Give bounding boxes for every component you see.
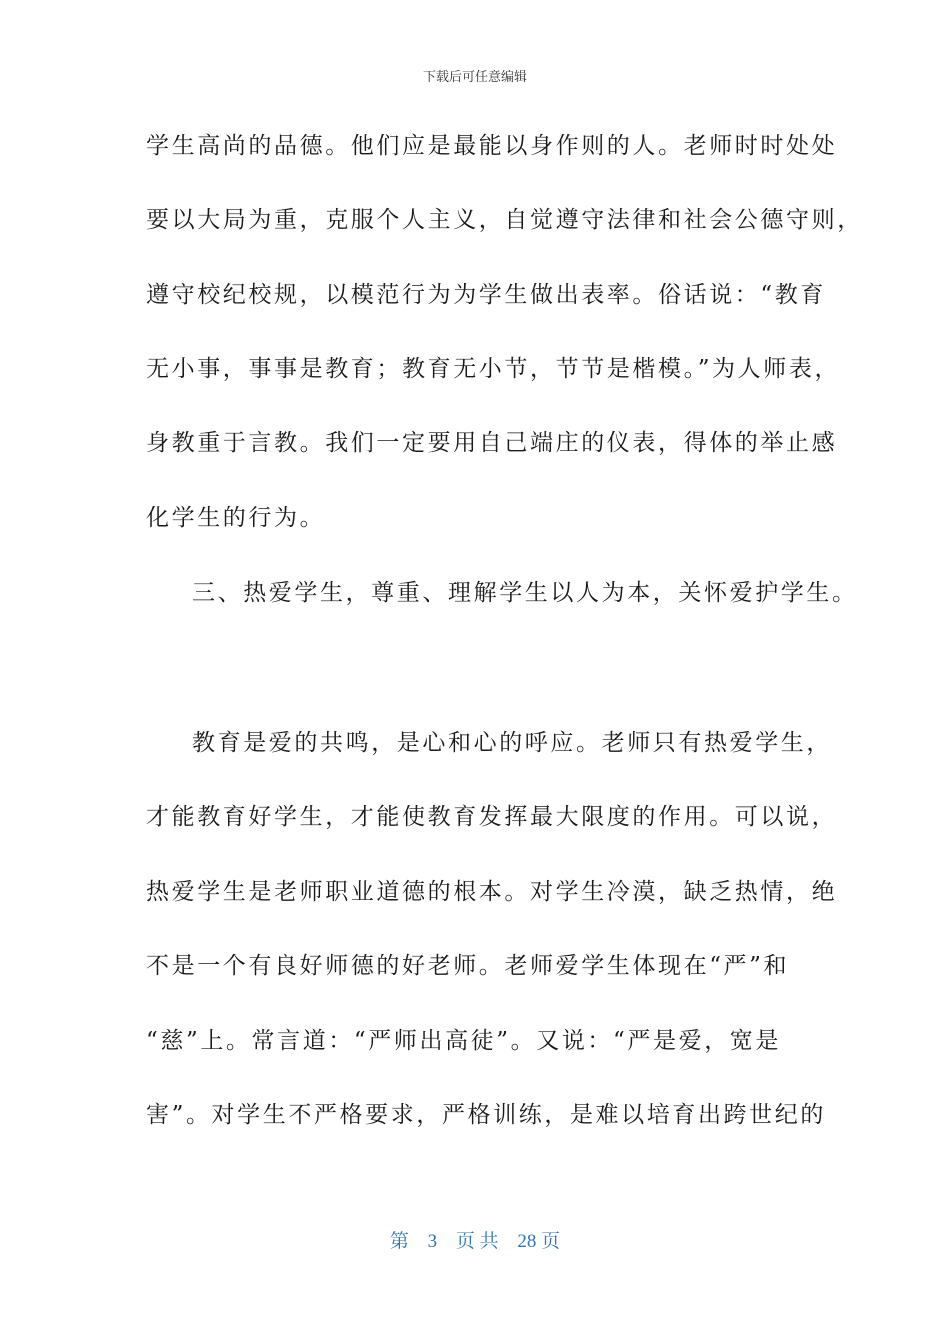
section-heading: 三、热爱学生，尊重、理解学生以人为本，关怀爱护学生。	[192, 580, 858, 606]
footer-suffix: 页	[541, 1231, 561, 1252]
body-line: 不是一个有良好师德的好老师。老师爱学生体现在“严”和	[146, 953, 790, 979]
body-line: 害”。对学生不严格要求，严格训练，是难以培育出跨世纪的	[146, 1102, 826, 1128]
body-line: 身教重于言教。我们一定要用自己端庄的仪表，得体的举止感	[146, 430, 838, 456]
body-line: 学生高尚的品德。他们应是最能以身作则的人。老师时时处处	[146, 133, 838, 159]
page-footer	[0, 1226, 950, 1253]
footer-middle: 页 共	[455, 1231, 499, 1252]
footer-prefix: 第	[389, 1231, 409, 1252]
body-line: 无小事，事事是教育；教育无小节，节节是楷模。”为人师表，	[146, 356, 841, 382]
body-line: 遵守校纪校规，以模范行为为学生做出表率。俗话说：“教育	[146, 282, 826, 308]
body-line: 教育是爱的共鸣，是心和心的呼应。老师只有热爱学生，	[192, 730, 832, 756]
page-header-note: 下载后可任意编辑	[422, 70, 527, 85]
body-line: 热爱学生是老师职业道德的根本。对学生冷漠，缺乏热情，绝	[146, 879, 838, 905]
body-line: 才能教育好学生，才能使教育发挥最大限度的作用。可以说，	[146, 804, 838, 830]
footer-current-page: 3	[427, 1231, 438, 1252]
footer-total-pages: 28	[517, 1231, 537, 1252]
body-line: 要以大局为重，克服个人主义，自觉遵守法律和社会公德守则，	[146, 207, 863, 233]
body-line: 化学生的行为。	[146, 505, 326, 531]
body-line: “慈”上。常言道：“严师出高徒”。又说：“严是爱，宽是	[146, 1028, 781, 1054]
